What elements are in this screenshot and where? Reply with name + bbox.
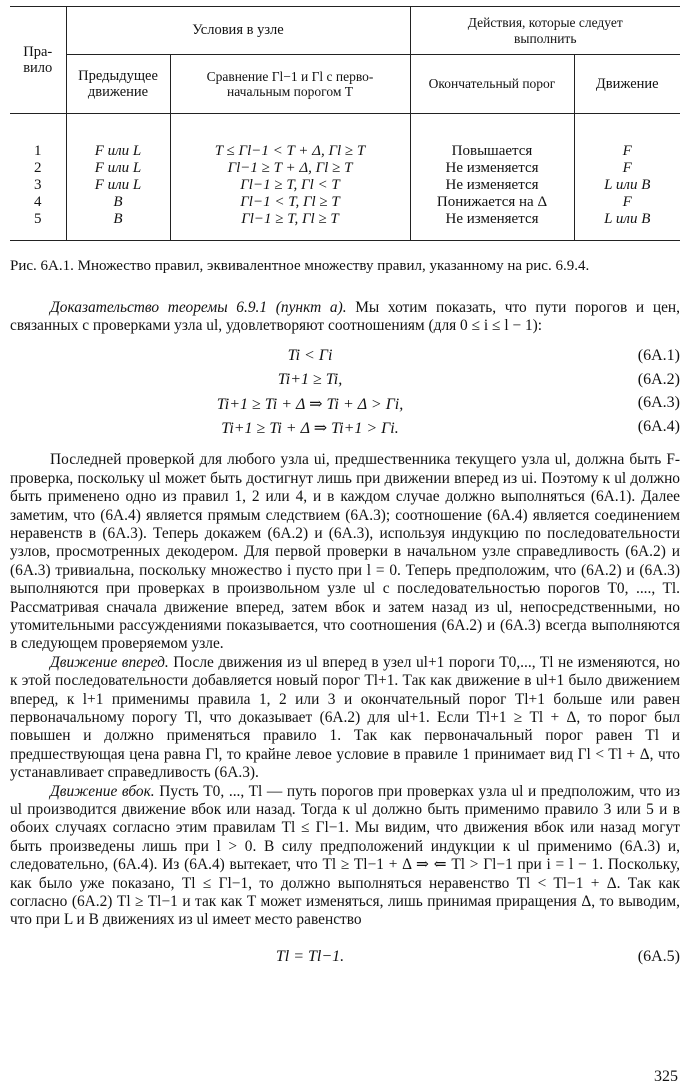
equation: Ti+1 ≥ Ti + Δ ⇒ Ti+1 > Γi. (6А.4) <box>221 417 680 437</box>
sideways-text: Пусть T0, ..., Tl — путь порогов при проверках узла ul и предположим, что из ul производится движение вбок или назад. Тогда к ul должно быть применимо правило 3 или 5 и в обоих случаях согласно этим правилам Tl ≤ Γl−1. Мы видим, что движения вбок или назад могут быть произведены лишь при l > 0. В силу предположений индукции к ul применимо (6А.3) и, следовательно, (6А.4). Из (6А.4) вытекает, что Tl ≥ Tl−1 + Δ ⇒ ⇐ Tl > Γl−1 при i = l − 1. Поскольку, как было уже показано, Tl ≤ Γl−1, то должно выполняться неравенство Tl < Tl−1 + Δ. Так как согласно (6А.2) Tl ≥ Tl−1 и так как T может изменяться, лишь принимая приращения Δ, то выводим, что при L и B движениях из ul имеет место равенство <box>10 782 680 929</box>
page <box>10 6 680 969</box>
header-conditions: Условия в узле <box>66 7 410 55</box>
proof-intro-text: Мы хотим показать, что пути порогов и цен, связанных с проверками узла ul, удовлетворяют соотношениям (для 0 ≤ i ≤ l − 1): <box>10 298 680 334</box>
equation-block <box>10 345 680 439</box>
sideways-lead: Движение вбок. <box>50 782 155 800</box>
table-row: 2 F или L Γl−1 ≥ T + Δ, Γl ≥ T Не изменяется F <box>10 160 680 177</box>
header-comparison: Сравнение Γl−1 и Γl с перво- начальным порогом T <box>170 55 410 113</box>
table-row: 4 B Γl−1 < T, Γl ≥ T Понижается на Δ F <box>10 194 680 211</box>
forward-text: После движения из ul вперед в узел ul+1 пороги T0,..., Tl не изменяются, но к этой последовательности добавляется новый порог Tl+1. Так как движение в ul+1 было движением вперед, к l+1 применимы правила 1, 2 или 3 и окончательный порог Tl+1 больше или равен первоначальному порогу Tl, что доказывает (6А.2) для ul+1. Если Tl+1 ≥ Tl + Δ, то порог был повышен и должно применяться правило 1. Так как первоначальный порог равен Tl и предшествующая цена равна Γl, то крайне левое условие в правиле 1 принимает вид Γl < Tl + Δ, что устанавливает справедливость (6А.3). <box>10 653 680 782</box>
equation: Ti < Γi (6А.1) <box>287 347 680 365</box>
final-equation: Tl = Tl−1. (6А.5) <box>275 947 680 965</box>
header-final-threshold: Окончательный порог <box>410 55 574 113</box>
table-row: 1 F или L T ≤ Γl−1 < T + Δ, Γl ≥ T Повышается F <box>10 113 680 160</box>
rules-table <box>10 6 680 241</box>
proof-intro <box>10 299 680 336</box>
page-number: 325 <box>654 1068 678 1085</box>
forward-paragraph <box>10 654 680 783</box>
equation: Ti+1 ≥ Ti, (6А.2) <box>277 370 680 388</box>
main-paragraph: Последней проверкой для любого узла ui, предшественника текущего узла ul, должна быть F-проверка, поскольку ul может быть достигнут лишь при движении вперед из ui. Поэтому к ul должно быть применено одно из правил 1, 2 или 4, и в каждом случае должно выполняться (6А.1). Далее заметим, что (6А.4) является прямым следствием (6А.3); соотношение (6А.4) является соединением неравенств в (6А.3). Теперь докажем (6А.2) и (6А.3), используя индукцию по последовательности узлов, просмотренных декодером. Для первой проверки в начальном узле справедливость (6А.2) и (6А.3) тривиальна, поскольку множество i пусто при l = 0. Теперь предположим, что (6А.2) и (6А.3) выполняются при проверках в произвольном узле ul с последовательностью порогов T0, ...., Tl. Рассматривая сначала движение вперед, затем вбок и затем назад из ul, непосредственными, но утомительными рассуждениями показывается, что соотношения (6А.2) и (6А.3) всегда выполняются в следующем проверяемом узле. <box>10 451 680 653</box>
figure-caption: Рис. 6А.1. Множество правил, эквивалентное множеству правил, указанному на рис. 6.9.4. <box>10 257 590 274</box>
header-move: Движение <box>574 55 680 113</box>
proof-lead: Доказательство теоремы 6.9.1 (пункт а). <box>50 298 347 316</box>
header-actions: Действия, которые следует выполнить <box>410 7 680 55</box>
forward-lead: Движение вперед. <box>50 653 169 671</box>
equation: Ti+1 ≥ Ti + Δ ⇒ Ti + Δ > Γi, (6А.3) <box>216 394 680 414</box>
sideways-paragraph <box>10 783 680 930</box>
table-row: 5 B Γl−1 ≥ T, Γl ≥ T Не изменяется L или B <box>10 211 680 241</box>
table-row: 3 F или L Γl−1 ≥ T, Γl < T Не изменяется L или B <box>10 177 680 194</box>
header-prev-move: Предыдущее движение <box>66 55 170 113</box>
header-rule: Пра- вило <box>10 7 66 113</box>
